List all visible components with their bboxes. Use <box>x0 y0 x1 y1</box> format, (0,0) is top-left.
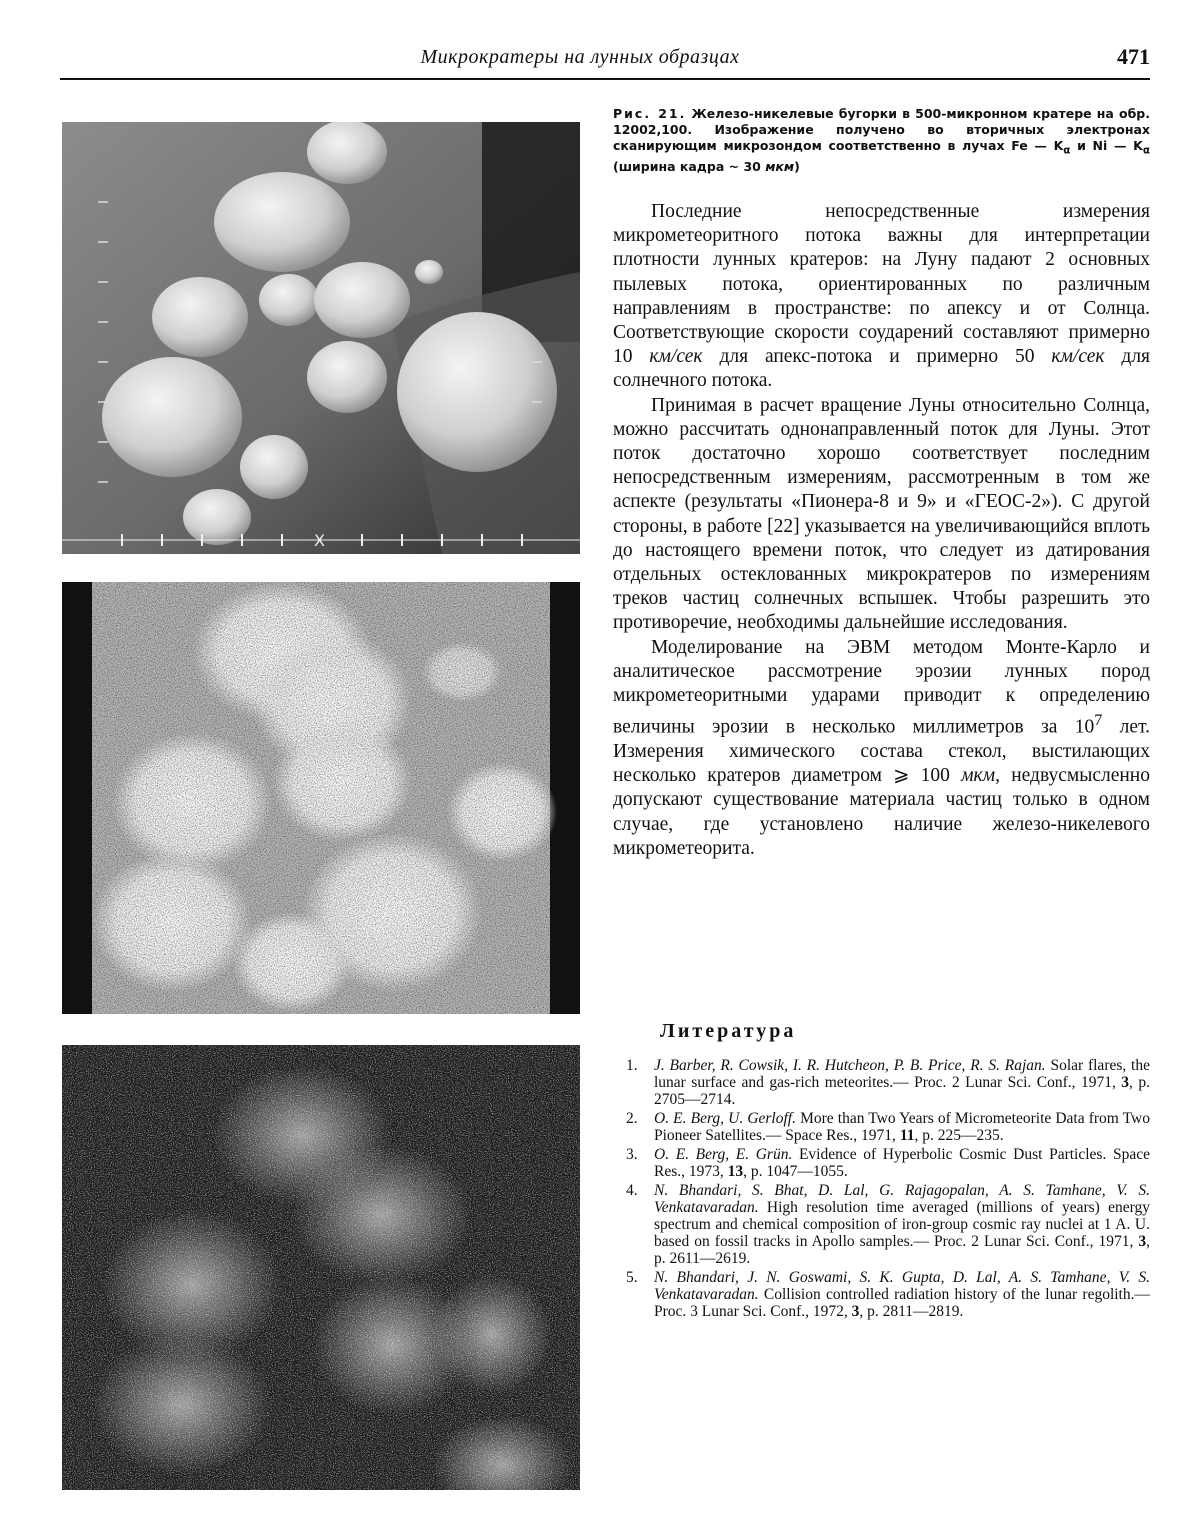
reference-volume: 3 <box>1121 1074 1130 1091</box>
caption-main: Железо-никелевые бугорки в 500-микронном кратере на обр. 12002,100. Изображение получено во вторичных электронах сканирующим микрозондом соответственно в лучах Fe — K <box>613 106 1150 153</box>
paragraph-1-text-c: для солнечного потока. <box>613 346 1151 392</box>
caption-subscript-2: α <box>1142 144 1150 157</box>
reference-text: Evidence of Hyperbolic Cosmic Dust Particles. Space Res., 1973, <box>654 1146 1150 1180</box>
page-number: 471 <box>1117 44 1150 69</box>
reference-text: Solar flares, the lunar surface and gas-rich meteorites.— Proc. 2 Lunar Sci. Conf., 1971, <box>654 1057 1150 1091</box>
paragraph-3 <box>613 636 1150 861</box>
reference-text: More than Two Years of Micrometeorite Data from Two Pioneer Satellites.— Space Res., 1971, <box>654 1110 1150 1144</box>
exponent: 7 <box>1094 711 1103 730</box>
reference-list <box>626 1057 1150 1322</box>
paragraph-1-text-b: для апекс-потока и примерно 50 <box>702 346 1052 368</box>
paragraph-3-text-b: лет. Измерения химического состава стекол, выстилающих несколько кратеров диаметром ⩾ 100 <box>613 716 1150 787</box>
unit-micron: мкм <box>961 765 996 787</box>
paragraph-2: Принимая в расчет вращение Луны относительно Солнца, можно рассчитать однонаправленный поток для Луны. Этот поток достаточно хорошо соответствует последним непосредственным измерениям, рассмотренным в том же аспекте (результаты «Пионера-8 и 9» и «ГЕОС-2»). С другой стороны, в работе [22] указывается на увеличивающийся вплоть до настоящего времени поток, что следует из датирования отдельных остеклованных микрократеров по измерениям треков частиц солнечных вспышек. Чтобы разрешить это противоречие, необходимы дальнейшие исследования. <box>613 394 1150 634</box>
reference-pages: , p. 225—235. <box>914 1127 1004 1144</box>
paragraph-3-text-c: , недвусмысленно допускают существование материала частиц только в одном случае, где установлено наличие железо-никелевого микрометеорита. <box>613 765 1150 859</box>
reference-text: High resolution time averaged (millions of years) energy spectrum and chemical composition of iron-group cosmic ray nuclei at 1 A. U. based on fossil tracks in Apollo samples.— Proc. 2 Lunar Sci. Conf., 1971, <box>654 1199 1150 1250</box>
reference-text: Collision controlled radiation history of the lunar regolith.— Proc. 3 Lunar Sci. Conf., 1972, <box>654 1286 1150 1320</box>
page-header <box>60 40 1150 80</box>
fe-k-alpha-map <box>62 582 580 1014</box>
caption-mid: и Ni — K <box>1070 138 1143 153</box>
paragraph-1-text-a: Последние непосредственные измерения микрометеоритного потока важны для интерпретации плотности лунных кратеров: на Луну падают 2 основных пылевых потока, ориентированных по различным направлениям в пространстве: по апексу и от Солнца. Соответствующие скорости соударений составляют примерно 10 <box>613 201 1150 368</box>
reference-volume: 13 <box>727 1163 744 1180</box>
reference-volume: 11 <box>899 1127 915 1144</box>
reference-authors: J. Barber, R. Cowsik, I. R. Hutcheon, P. B. Price, R. S. Rajan. <box>654 1057 1046 1074</box>
reference-number: 5. <box>626 1269 638 1286</box>
caption-subscript-1: α <box>1063 144 1071 157</box>
reference-number: 1. <box>626 1057 638 1074</box>
reference-authors: O. E. Berg, U. Gerloff. <box>654 1110 796 1127</box>
reference-item <box>626 1110 1150 1144</box>
reference-pages: , p. 2611—2619. <box>654 1233 1150 1267</box>
reference-pages: , p. 2705—2714. <box>654 1074 1150 1108</box>
figure-caption <box>613 106 1150 175</box>
reference-number: 2. <box>626 1110 638 1127</box>
scale-marker: X <box>314 531 325 550</box>
caption-close: ) <box>794 158 800 174</box>
ni-k-alpha-map <box>62 1045 580 1490</box>
unit-km-per-sec-1: км/сек <box>649 346 703 368</box>
literature-heading: Литература <box>660 1020 797 1042</box>
paragraph-1 <box>613 200 1150 394</box>
reference-item <box>626 1182 1150 1267</box>
running-title: Микрократеры на лунных образцах <box>420 46 740 68</box>
paragraph-3-text-a: Моделирование на ЭВМ методом Монте-Карло и аналитическое рассмотрение эрозии лунных пород микрометеоритными ударами приводит к определению величины эрозии в несколько миллиметров за 10 <box>613 636 1150 738</box>
reference-volume: 3 <box>851 1303 860 1320</box>
reference-authors: N. Bhandari, J. N. Goswami, S. K. Gupta, D. Lal, A. S. Tamhane, V. S. Venkatavaradan. <box>654 1269 1150 1303</box>
fe-map-graphic <box>62 582 580 1014</box>
reference-item <box>626 1146 1150 1180</box>
reference-item <box>626 1269 1150 1320</box>
reference-authors: O. E. Berg, E. Grün. <box>654 1146 793 1163</box>
caption-unit: мкм <box>765 158 795 174</box>
reference-number: 4. <box>626 1182 638 1199</box>
body-text <box>613 200 1150 861</box>
unit-km-per-sec-2: км/сек <box>1051 346 1105 368</box>
reference-pages: , p. 1047—1055. <box>743 1163 848 1180</box>
reference-number: 3. <box>626 1146 638 1163</box>
sem-image-secondary-electrons <box>62 122 580 554</box>
ni-map-graphic <box>62 1045 580 1490</box>
reference-volume: 3 <box>1138 1233 1147 1250</box>
caption-end: (ширина кадра ~ 30 <box>613 158 766 174</box>
sem-image-graphic <box>62 122 580 554</box>
reference-item <box>626 1057 1150 1108</box>
reference-pages: , p. 2811—2819. <box>859 1303 964 1320</box>
reference-authors: N. Bhandari, S. Bhat, D. Lal, G. Rajagopalan, A. S. Tamhane, V. S. Venkatavaradan. <box>654 1182 1150 1216</box>
figure-label: Рис. 21. <box>613 106 687 121</box>
